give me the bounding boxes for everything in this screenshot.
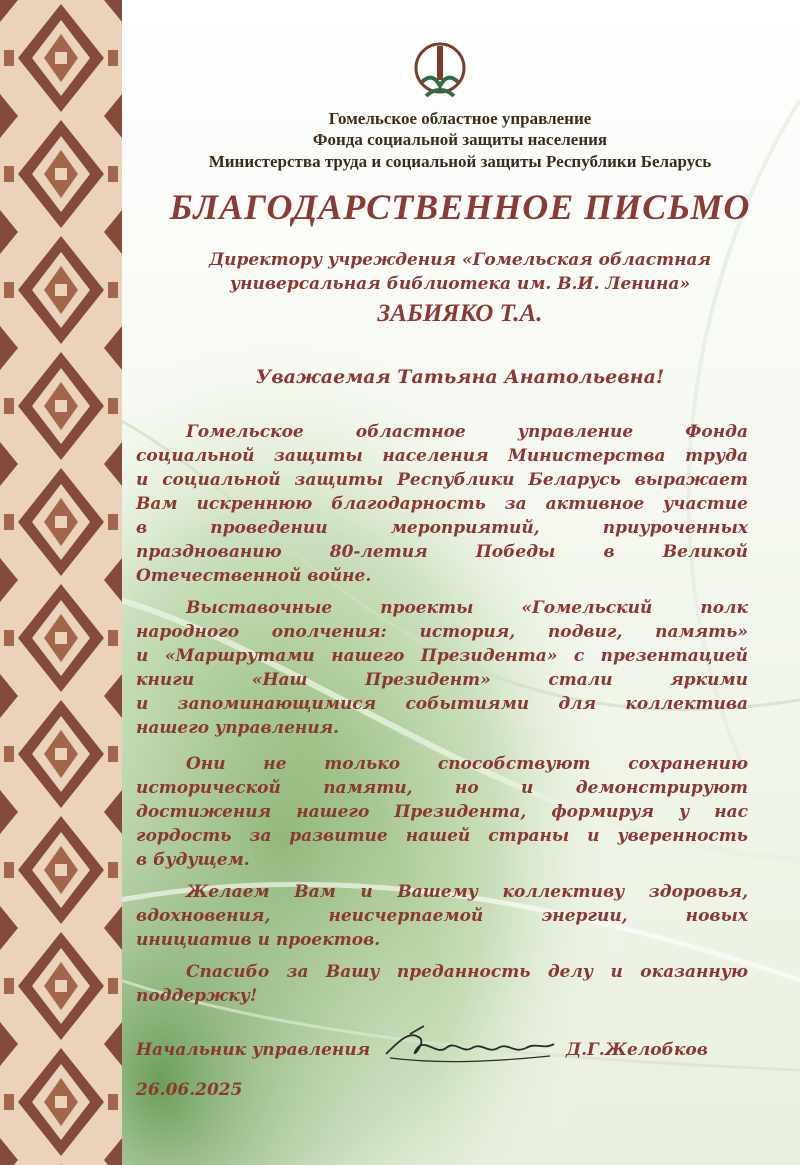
body-line: гордость за развитие нашей страны и уверенность [136, 826, 748, 846]
body-line: книги «Наш Президент» стали яркими [136, 670, 748, 690]
ornament-border [0, 0, 122, 1165]
body-line: вдохновения, неисчерпаемой энергии, новых [136, 906, 748, 926]
body-line: в проведении мероприятий, приуроченных [136, 518, 748, 538]
body-line: Спасибо за Вашу преданность делу и оказанную [186, 962, 748, 982]
org-name-line-3: Министерства труда и социальной защиты Республики Беларусь [208, 152, 712, 171]
body-line: и запоминающимися событиями для коллектива [136, 694, 748, 714]
org-name-line-1: Гомельское областное управление [328, 109, 592, 128]
body-line: и социальной защиты Республики Беларусь выражает [136, 470, 748, 490]
body-line: исторической памяти, но и демонстрируют [136, 778, 748, 798]
body-line: Вам искреннюю благодарность за активное участие [136, 494, 748, 514]
org-name-line-2: Фонда социальной защиты населения [312, 130, 608, 149]
emblem-logo [406, 38, 474, 106]
body-line: Гомельское областное управление Фонда [186, 422, 748, 442]
signature-position: Начальник управления [136, 1040, 371, 1060]
document-date: 26.06.2025 [136, 1080, 243, 1100]
body-line: и «Маршрутами нашего Президента» с презентацией [136, 646, 748, 666]
body-line: Желаем Вам и Вашему коллективу здоровья, [186, 882, 748, 902]
body-line: достижения нашего Президента, формируя у нас [136, 802, 748, 822]
body-line: инициатив и проектов. [136, 930, 381, 950]
body-line: празднованию 80-летия Победы в Великой [136, 542, 748, 562]
body-line: социальной защиты населения Министерства труда [136, 446, 748, 466]
signature-name: Д.Г.Желобков [566, 1040, 708, 1060]
recipient-line-2: универсальная библиотека им. В.И. Ленина» [229, 274, 691, 294]
recipient-line-1: Директору учреждения «Гомельская областная [208, 250, 712, 270]
document-title: БЛАГОДАРСТВЕННОЕ ПИСЬМО [169, 187, 751, 227]
body-line: народного ополчения: история, подвиг, память» [136, 622, 748, 642]
greeting: Уважаемая Татьяна Анатольевна! [255, 366, 665, 388]
body-line: поддержку! [136, 986, 258, 1006]
body-line: нашего управления. [136, 718, 340, 738]
recipient-name: ЗАБИЯКО Т.А. [377, 300, 543, 327]
body-line: Отечественной войне. [136, 566, 372, 586]
body-line: Они не только способствуют сохранению [186, 754, 748, 774]
body-line: Выставочные проекты «Гомельский полк [186, 598, 748, 618]
body-line: в будущем. [136, 850, 250, 870]
handwritten-signature [380, 1020, 560, 1070]
